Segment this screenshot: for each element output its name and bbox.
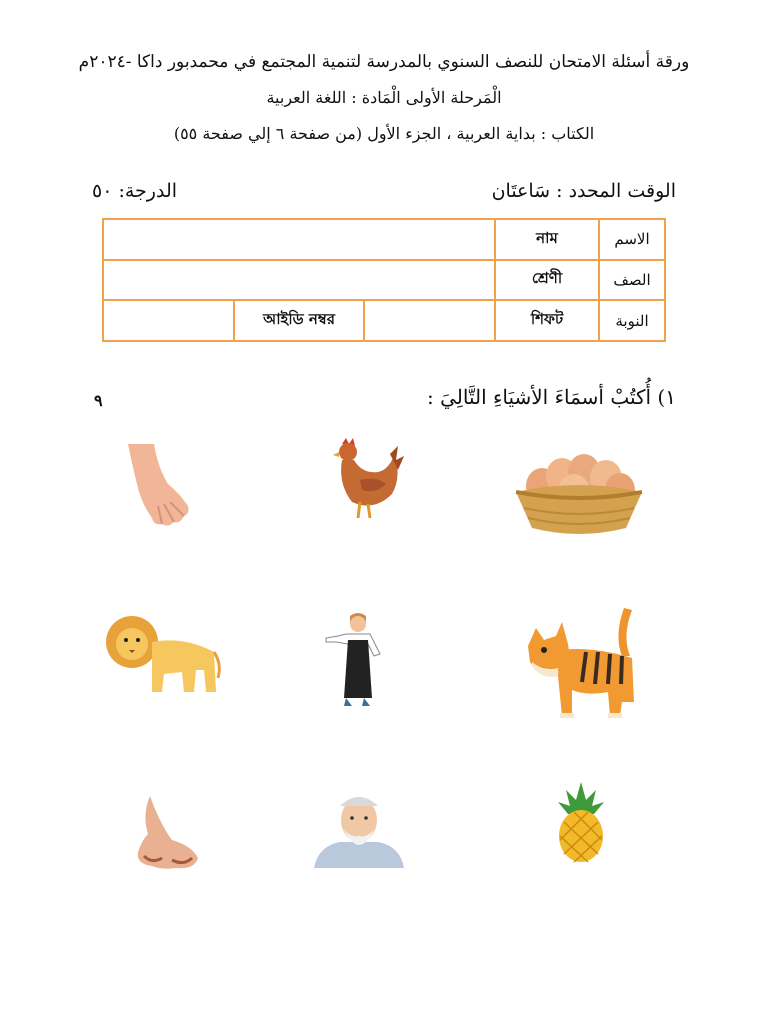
- question-1-marks: ٩: [94, 391, 103, 410]
- name-field[interactable]: [103, 219, 495, 260]
- hen-image: [332, 436, 404, 524]
- shift-label-ar: النوبة: [599, 300, 665, 341]
- egg-basket-image: [512, 448, 646, 540]
- question-1-text: ١) أُكتُبْ أسمَاءَ الأشيَاءِ التَّالِيَ :: [426, 385, 676, 409]
- exam-score: الدرجة: ٥٠: [92, 180, 178, 202]
- name-label-ar: الاسم: [599, 219, 665, 260]
- header-stage-subject: الْمَرحلة الأولى الْمَادة : اللغة العربية: [266, 88, 502, 107]
- table-row: [103, 300, 665, 341]
- hand-image: [124, 444, 196, 530]
- shift-field[interactable]: [364, 300, 495, 341]
- table-row: [103, 260, 665, 301]
- man-in-apron-image: [322, 610, 392, 710]
- lion-image: [104, 612, 224, 696]
- id-label-bn: আইডি নম্বর: [234, 300, 365, 341]
- header-book: الكتاب : بداية العربية ، الجزء الأول (من صفحة ٦ إلي صفحة ٥٥): [173, 124, 595, 143]
- class-field[interactable]: [103, 260, 495, 301]
- shift-label-bn: শিফট: [495, 300, 599, 341]
- pineapple-image: [554, 782, 608, 864]
- cat-image: [522, 606, 638, 718]
- exam-time: الوقت المحدد : سَاعتَان: [491, 180, 676, 202]
- nose-image: [132, 794, 204, 872]
- class-label-ar: الصف: [599, 260, 665, 301]
- name-label-bn: নাম: [495, 219, 599, 260]
- id-field[interactable]: [103, 300, 234, 341]
- class-label-bn: শ্রেণী: [495, 260, 599, 301]
- table-row: [103, 219, 665, 260]
- student-info-table: [102, 218, 666, 342]
- header-title: ورقة أسئلة الامتحان للنصف السنوي بالمدرسة لتنمية المجتمع في محمدبور داكا -٢٠٢٤م: [78, 52, 690, 72]
- old-man-image: [314, 790, 404, 868]
